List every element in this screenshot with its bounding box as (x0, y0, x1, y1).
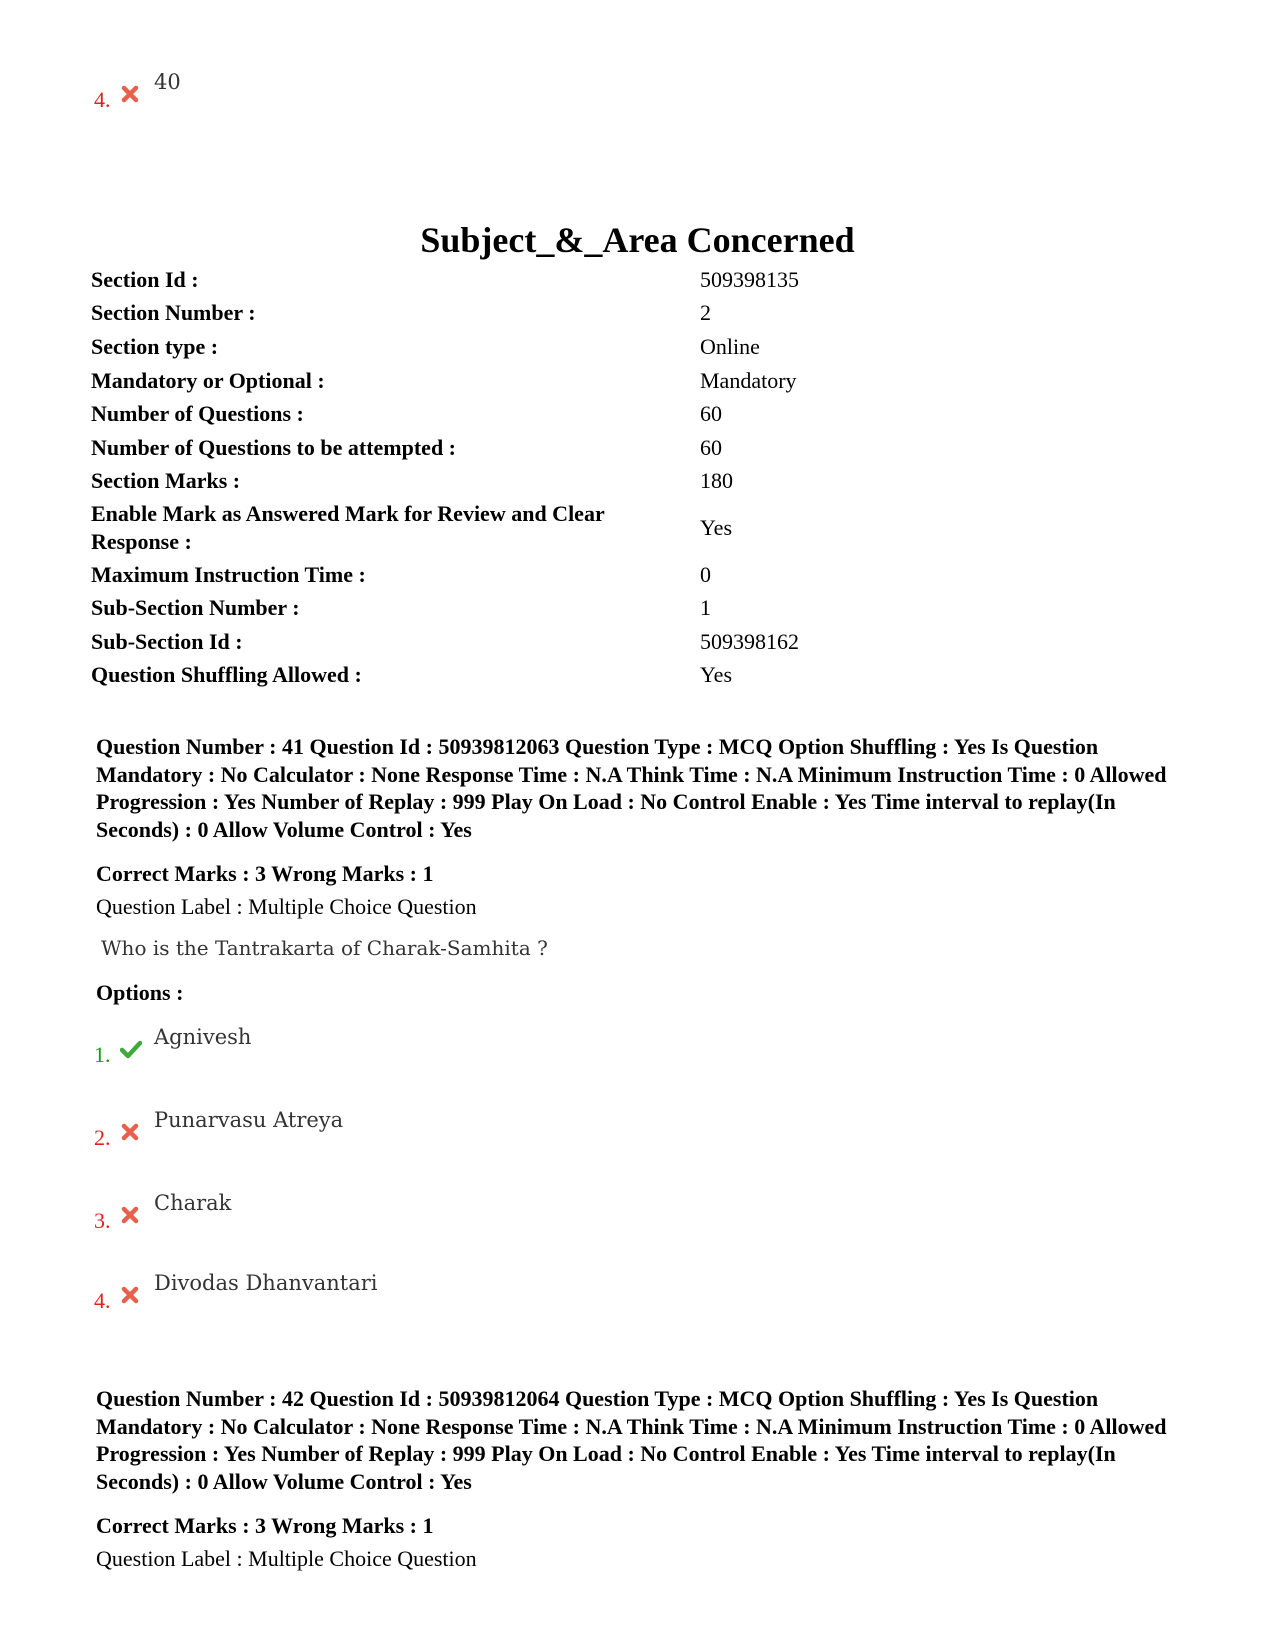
info-label-section-number: Section Number : (91, 300, 256, 325)
options-heading: Options : (96, 980, 184, 1005)
info-label-num-attempted: Number of Questions to be attempted : (91, 435, 457, 460)
info-label-section-marks: Section Marks : (91, 468, 241, 493)
option-text: 40 (154, 70, 181, 94)
info-value-subsection-number: 1 (700, 595, 711, 620)
section-title: Subject_&_Area Concerned (420, 220, 855, 260)
info-value-enable-mark: Yes (700, 515, 733, 540)
info-value-num-attempted: 60 (700, 435, 722, 460)
info-value-section-marks: 180 (700, 468, 733, 493)
option-number: 4. (94, 87, 111, 112)
question-meta: Question Number : 41 Question Id : 50939812063 Question Type : MCQ Option Shuffling : Yes Is Question Mandatory : No Calculator : None Response Time : N.A Think Time : N.A Minimum Instruction Time : 0 Allowed Progression : Yes Number of Replay : 999 Play On Load : No Control Enable : Yes Time interval to replay(In Seconds) : 0 Allow Volume Control : Yes (96, 734, 1167, 842)
cross-icon (120, 84, 140, 104)
info-label-enable-mark: Enable Mark as Answered Mark for Review and Clear Response : (91, 501, 605, 554)
option-number: 2. (94, 1125, 111, 1150)
question-label: Question Label : Multiple Choice Question (96, 1546, 477, 1571)
cross-icon (120, 1205, 140, 1225)
info-label-max-instruction: Maximum Instruction Time : (91, 562, 366, 587)
info-label-subsection-number: Sub-Section Number : (91, 595, 300, 620)
check-icon (120, 1039, 142, 1059)
option-text: Punarvasu Atreya (154, 1108, 344, 1132)
question-meta: Question Number : 42 Question Id : 50939812064 Question Type : MCQ Option Shuffling : Yes Is Question Mandatory : No Calculator : None Response Time : N.A Think Time : N.A Minimum Instruction Time : 0 Allowed Progression : Yes Number of Replay : 999 Play On Load : No Control Enable : Yes Time interval to replay(In Seconds) : 0 Allow Volume Control : Yes (96, 1386, 1167, 1494)
option-text: Divodas Dhanvantari (154, 1271, 378, 1295)
info-label-subsection-id: Sub-Section Id : (91, 629, 243, 654)
info-label-section-type: Section type : (91, 334, 219, 359)
question-marks: Correct Marks : 3 Wrong Marks : 1 (96, 1513, 434, 1538)
info-value-section-type: Online (700, 334, 760, 359)
info-value-mandatory: Mandatory (700, 368, 797, 393)
cross-icon (120, 1122, 140, 1142)
option-number: 4. (94, 1288, 111, 1313)
question-marks: Correct Marks : 3 Wrong Marks : 1 (96, 861, 434, 886)
info-label-section-id: Section Id : (91, 267, 199, 292)
info-value-shuffling: Yes (700, 662, 733, 687)
info-value-num-questions: 60 (700, 401, 722, 426)
info-label-num-questions: Number of Questions : (91, 401, 304, 426)
cross-icon (120, 1285, 140, 1305)
info-label-mandatory: Mandatory or Optional : (91, 368, 325, 393)
question-text: Who is the Tantrakarta of Charak-Samhita ? (101, 936, 548, 960)
info-value-section-number: 2 (700, 300, 711, 325)
option-number: 1. (94, 1042, 111, 1067)
info-label-shuffling: Question Shuffling Allowed : (91, 662, 362, 687)
info-value-subsection-id: 509398162 (700, 629, 799, 654)
option-text: Agnivesh (154, 1025, 252, 1049)
option-number: 3. (94, 1208, 111, 1233)
info-value-section-id: 509398135 (700, 267, 799, 292)
info-value-max-instruction: 0 (700, 562, 711, 587)
question-label: Question Label : Multiple Choice Question (96, 894, 477, 919)
option-text: Charak (154, 1191, 232, 1215)
